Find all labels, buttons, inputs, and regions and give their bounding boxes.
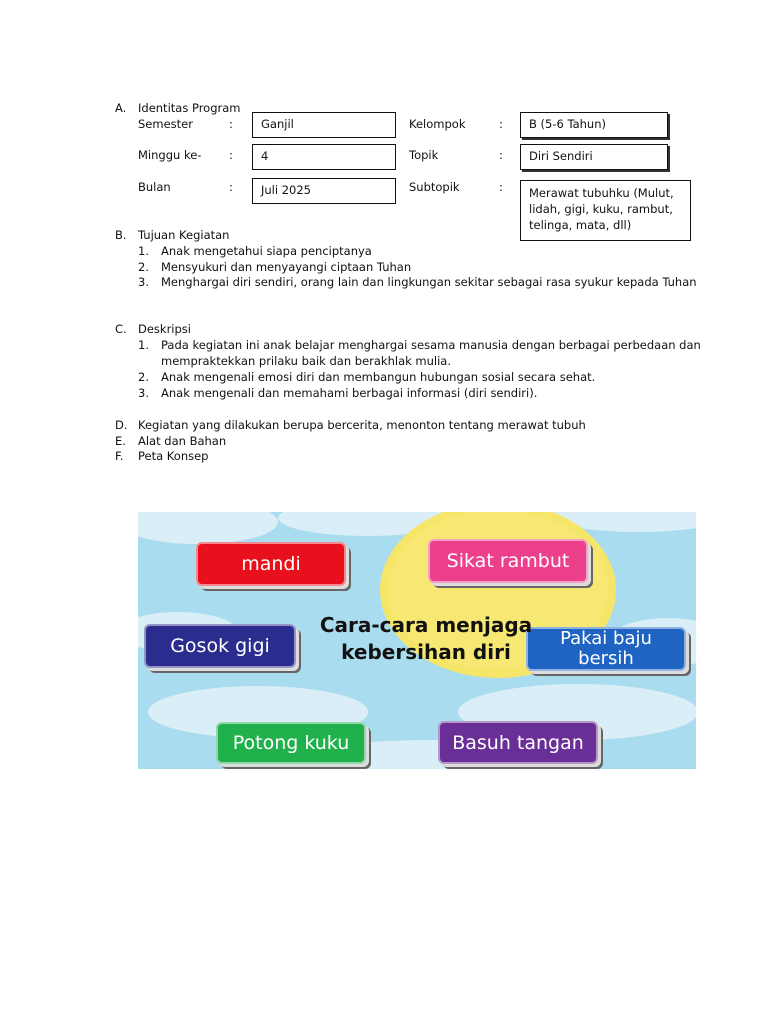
node-potong-label: Potong kuku xyxy=(232,732,350,754)
section-d-text: Kegiatan yang dilakukan berupa bercerita, menonton tentang merawat tubuh xyxy=(138,418,586,432)
node-pakai-label: Pakai baju bersih xyxy=(560,628,652,669)
semester-value xyxy=(252,112,396,138)
node-mandi-label: mandi xyxy=(241,553,301,575)
kelompok-colon: : xyxy=(499,117,503,131)
b-item-3-text: Menghargai diri sendiri, orang lain dan lingkungan sekitar sebagai rasa syukur kepada Tuhan xyxy=(161,275,697,289)
section-e-letter: E. xyxy=(115,434,126,448)
minggu-value xyxy=(252,144,396,170)
semester-value-text: Ganjil xyxy=(261,117,294,131)
section-b-title: Tujuan Kegiatan xyxy=(138,228,230,242)
bulan-value xyxy=(252,178,396,204)
bulan-label: Bulan xyxy=(138,180,171,194)
section-c-letter: C. xyxy=(115,322,127,336)
bulan-value-text: Juli 2025 xyxy=(261,183,311,197)
c-item-3-line1: Anak mengenali dan memahami berbagai informasi (diri sendiri). xyxy=(161,386,538,400)
kelompok-value-text: B (5-6 Tahun) xyxy=(529,117,606,131)
c-item-2-num: 2. xyxy=(138,370,149,384)
section-c-title: Deskripsi xyxy=(138,322,191,336)
subtopik-value xyxy=(520,180,691,241)
c-item-1-num: 1. xyxy=(138,338,149,352)
c-item-3-num: 3. xyxy=(138,386,149,400)
subtopik-value-text: Merawat tubuhku (Mulut, lidah, gigi, kuku, rambut, telinga, mata, dll) xyxy=(529,186,674,232)
minggu-value-text: 4 xyxy=(261,149,269,163)
concept-map-image xyxy=(138,512,696,769)
semester-label: Semester xyxy=(138,117,193,131)
section-d-letter: D. xyxy=(115,418,128,432)
c-item-1-line1: Pada kegiatan ini anak belajar menghargai sesama manusia dengan berbagai perbedaan dan xyxy=(161,338,701,352)
section-e-text: Alat dan Bahan xyxy=(138,434,227,448)
section-a-letter: A. xyxy=(115,101,127,115)
subtopik-colon: : xyxy=(499,180,503,194)
node-sikat-rambut xyxy=(428,539,588,583)
topik-value xyxy=(520,144,668,170)
topik-colon: : xyxy=(499,148,503,162)
b-item-1-text: Anak mengetahui siapa penciptanya xyxy=(161,244,372,258)
section-b-letter: B. xyxy=(115,228,127,242)
c-item-2-line1: Anak mengenali emosi diri dan membangun hubungan sosial secara sehat. xyxy=(161,370,596,384)
b-item-1-num: 1. xyxy=(138,244,149,258)
section-f-text: Peta Konsep xyxy=(138,449,209,463)
concept-map-center-text: Cara-cara menjaga kebersihan diri xyxy=(319,613,533,664)
node-basuh-label: Basuh tangan xyxy=(452,731,584,754)
subtopik-label: Subtopik xyxy=(409,180,460,194)
topik-value-text: Diri Sendiri xyxy=(529,149,593,163)
kelompok-value xyxy=(520,112,668,138)
node-basuh-tangan xyxy=(438,721,598,764)
semester-colon: : xyxy=(229,117,233,131)
b-item-2-text: Mensyukuri dan menyayangi ciptaan Tuhan xyxy=(161,260,412,274)
section-a-title: Identitas Program xyxy=(138,101,241,115)
c-item-1-line2: mempraktekkan prilaku baik dan berakhlak mulia. xyxy=(161,354,452,368)
node-gosok-gigi xyxy=(144,624,296,668)
node-pakai-baju xyxy=(526,627,686,671)
minggu-label: Minggu ke- xyxy=(138,148,202,162)
bulan-colon: : xyxy=(229,180,233,194)
topik-label: Topik xyxy=(409,148,439,162)
kelompok-label: Kelompok xyxy=(409,117,466,131)
node-gosok-label: Gosok gigi xyxy=(170,635,270,657)
minggu-colon: : xyxy=(229,148,233,162)
node-sikat-label: Sikat rambut xyxy=(446,550,570,572)
b-item-3-num: 3. xyxy=(138,275,149,289)
section-f-letter: F. xyxy=(115,449,124,463)
node-mandi xyxy=(196,542,346,586)
b-item-2-num: 2. xyxy=(138,260,149,274)
node-potong-kuku xyxy=(216,722,366,764)
